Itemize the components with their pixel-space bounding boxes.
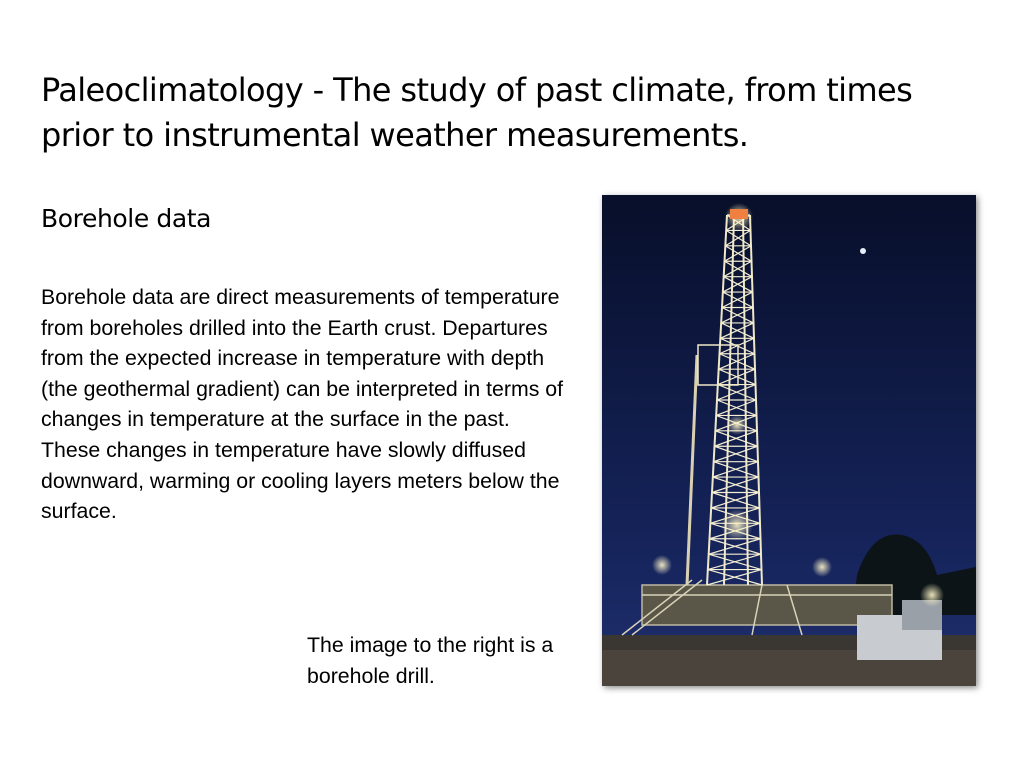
body-paragraph: Borehole data are direct measurements of temperature from boreholes drilled into the Earth crust. Departures from the expected increase in temperature with depth (the geothermal gradient) can be interpreted in terms of changes in temperature at the surface in the past. These changes in temperature have slowly diffused downward, warming or cooling layers meters below the surface. [41,285,564,524]
drill-rig-illustration [602,195,976,686]
borehole-drill-photo [602,195,976,686]
slide-subtitle: Borehole data [41,204,212,233]
image-caption: The image to the right is a borehole drill. [307,633,554,688]
slide-title: Paleoclimatology - The study of past climate, from times prior to instrumental weather measurements. [41,71,913,154]
moon [860,248,866,254]
